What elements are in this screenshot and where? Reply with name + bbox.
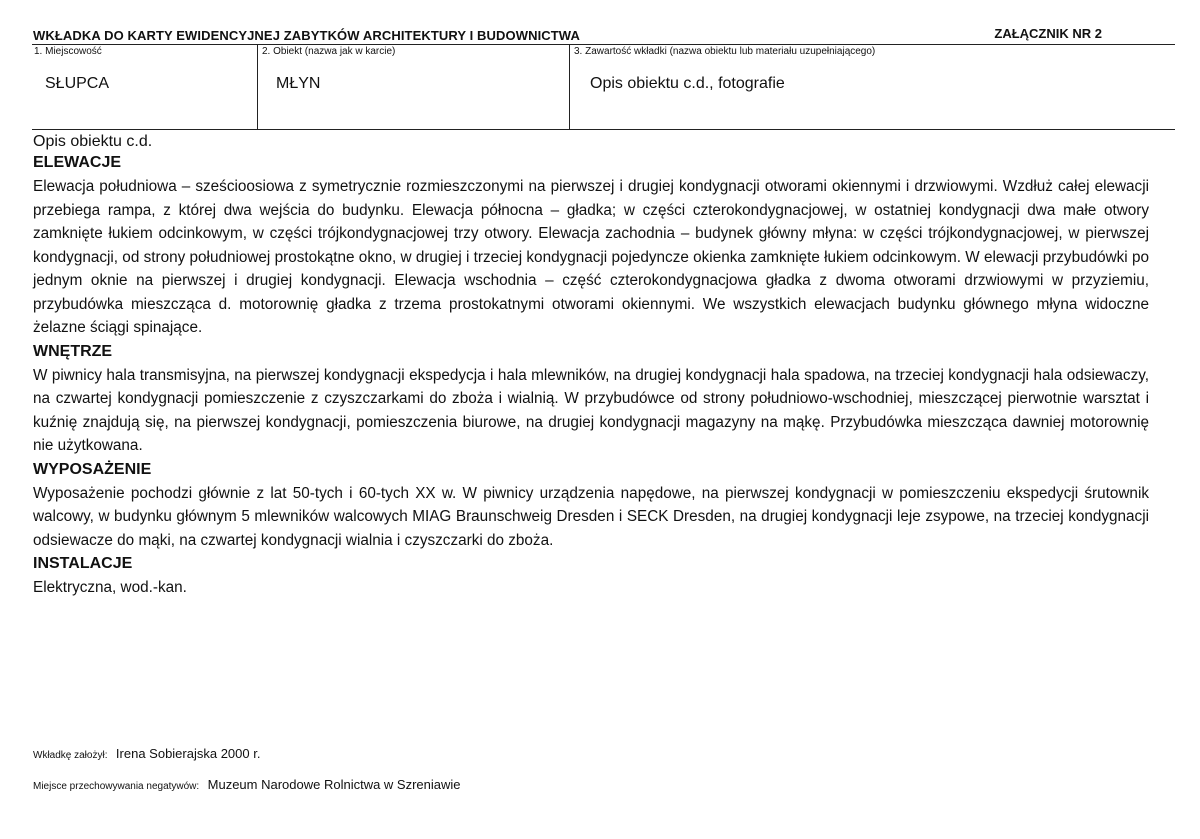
section-heading-equipment: WYPOSAŻENIE: [33, 460, 152, 478]
field-label: 1. Miejscowość: [34, 46, 102, 57]
section-heading-installations: INSTALACJE: [33, 555, 133, 572]
field-object: [257, 45, 569, 129]
section-heading-interior: WNĘTRZE: [33, 342, 113, 360]
form-fields-table: [32, 44, 1175, 130]
description-body: [33, 133, 1149, 602]
storage-value: Muzeum Narodowe Rolnictwa w Szreniawie: [207, 777, 461, 792]
section-text-installations: Elektryczna, wod.-kan.: [33, 579, 187, 596]
section-text-elevations: Elewacja południowa – sześcioosiowa z symetrycznie rozmieszczonymi na pierwszej i drugiej kondygnacji otworami okiennymi i drzwiowymi. Wzdłuż całej elewacji przebiega rampa, z której dwa wejścia do budynku. Elewacja północna – gładka; w części czterokondygnacjowej, w ostatniej kondygnacji dwa małe otwory zamknięte łukiem odcinkowym, w części trójkondygnacjowej trzy otwory. Elewacja zachodnia – budynek główny młyna: w części trójkondygnacjowej, w pierwszej kondygnacji, od strony południowej prostokątne okno, w drugiej i trzeciej kondygnacji pojedyncze okienka zamknięte łukiem odcinkowym. W elewacji przybudówki po jednym oknie na pierwszej i drugiej kondygnacji. Elewacja wschodnia – część czterokondygnacjowa gładka z dwoma otworami drzwiowymi w przyziemiu, przybudówka mieszcząca d. motorownię gładka z trzema prostokatnymi otworami okiennymi. We wszystkich elewacjach budynku głównego młyna widoczne żelazne ściągi spinające.: [33, 178, 1149, 336]
field-value: Opis obiektu c.d., fotografie: [590, 75, 785, 92]
section-text-interior: W piwnicy hala transmisyjna, na pierwszej kondygnacji ekspedycja i hala mlewników, na drugiej kondygnacji hala spadowa, na trzeciej kondygnacji hala odsiewaczy, na czwartej kondygnacji pomieszczenie z czyszczarkami do zboża i wialnią. W przybudówce od strony południowo-wschodniej, mieszczącej pierwotnie warsztat i kuźnię znajdują się, na pierwszej kondygnacji, pomieszczenia biurowe, na drugiej kondygnacji magazyny na mąkę. Przybudówka mieszcząca dawniej motorownię nie użytkowana.: [33, 366, 1149, 454]
form-title: WKŁADKA DO KARTY EWIDENCYJNEJ ZABYTKÓW ARCHITEKTURY I BUDOWNICTWA: [33, 28, 580, 43]
field-value: SŁUPCA: [45, 75, 110, 92]
section-heading-elevations: ELEWACJE: [33, 154, 122, 171]
field-locality: [32, 45, 257, 129]
field-label: 3. Zawartość wkładki (nazwa obiektu lub materiału uzupełniającego): [574, 46, 876, 57]
annex-number: ZAŁĄCZNIK NR 2: [994, 26, 1102, 41]
section-text-equipment: Wyposażenie pochodzi głównie z lat 50-tych i 60-tych XX w. W piwnicy urządzenia napędowe, na pierwszej kondygnacji w pomieszczeniu ekspedycji śrutownik walcowy, w budynku głównym 5 mlewników walcowych MIAG Braunschweig Dresden i SECK Dresden, na drugiej kondygnacji leje zsypowe, na trzeciej kondygnacji odsiewacze do mąki, na czwartej kondygnacji wialnia i czyszczarki do zboża.: [33, 484, 1149, 549]
field-value: MŁYN: [276, 75, 321, 92]
storage-label: Miejsce przechowywania negatywów:: [33, 781, 200, 792]
field-label: 2. Obiekt (nazwa jak w karcie): [262, 46, 396, 57]
footer-storage: [33, 776, 461, 794]
footer-author: [33, 745, 260, 763]
author-value: Irena Sobierajska 2000 r.: [115, 746, 261, 761]
author-label: Wkładkę założył:: [33, 750, 108, 761]
field-insert-content: [569, 45, 1175, 129]
description-subtitle: Opis obiektu c.d.: [33, 133, 153, 150]
